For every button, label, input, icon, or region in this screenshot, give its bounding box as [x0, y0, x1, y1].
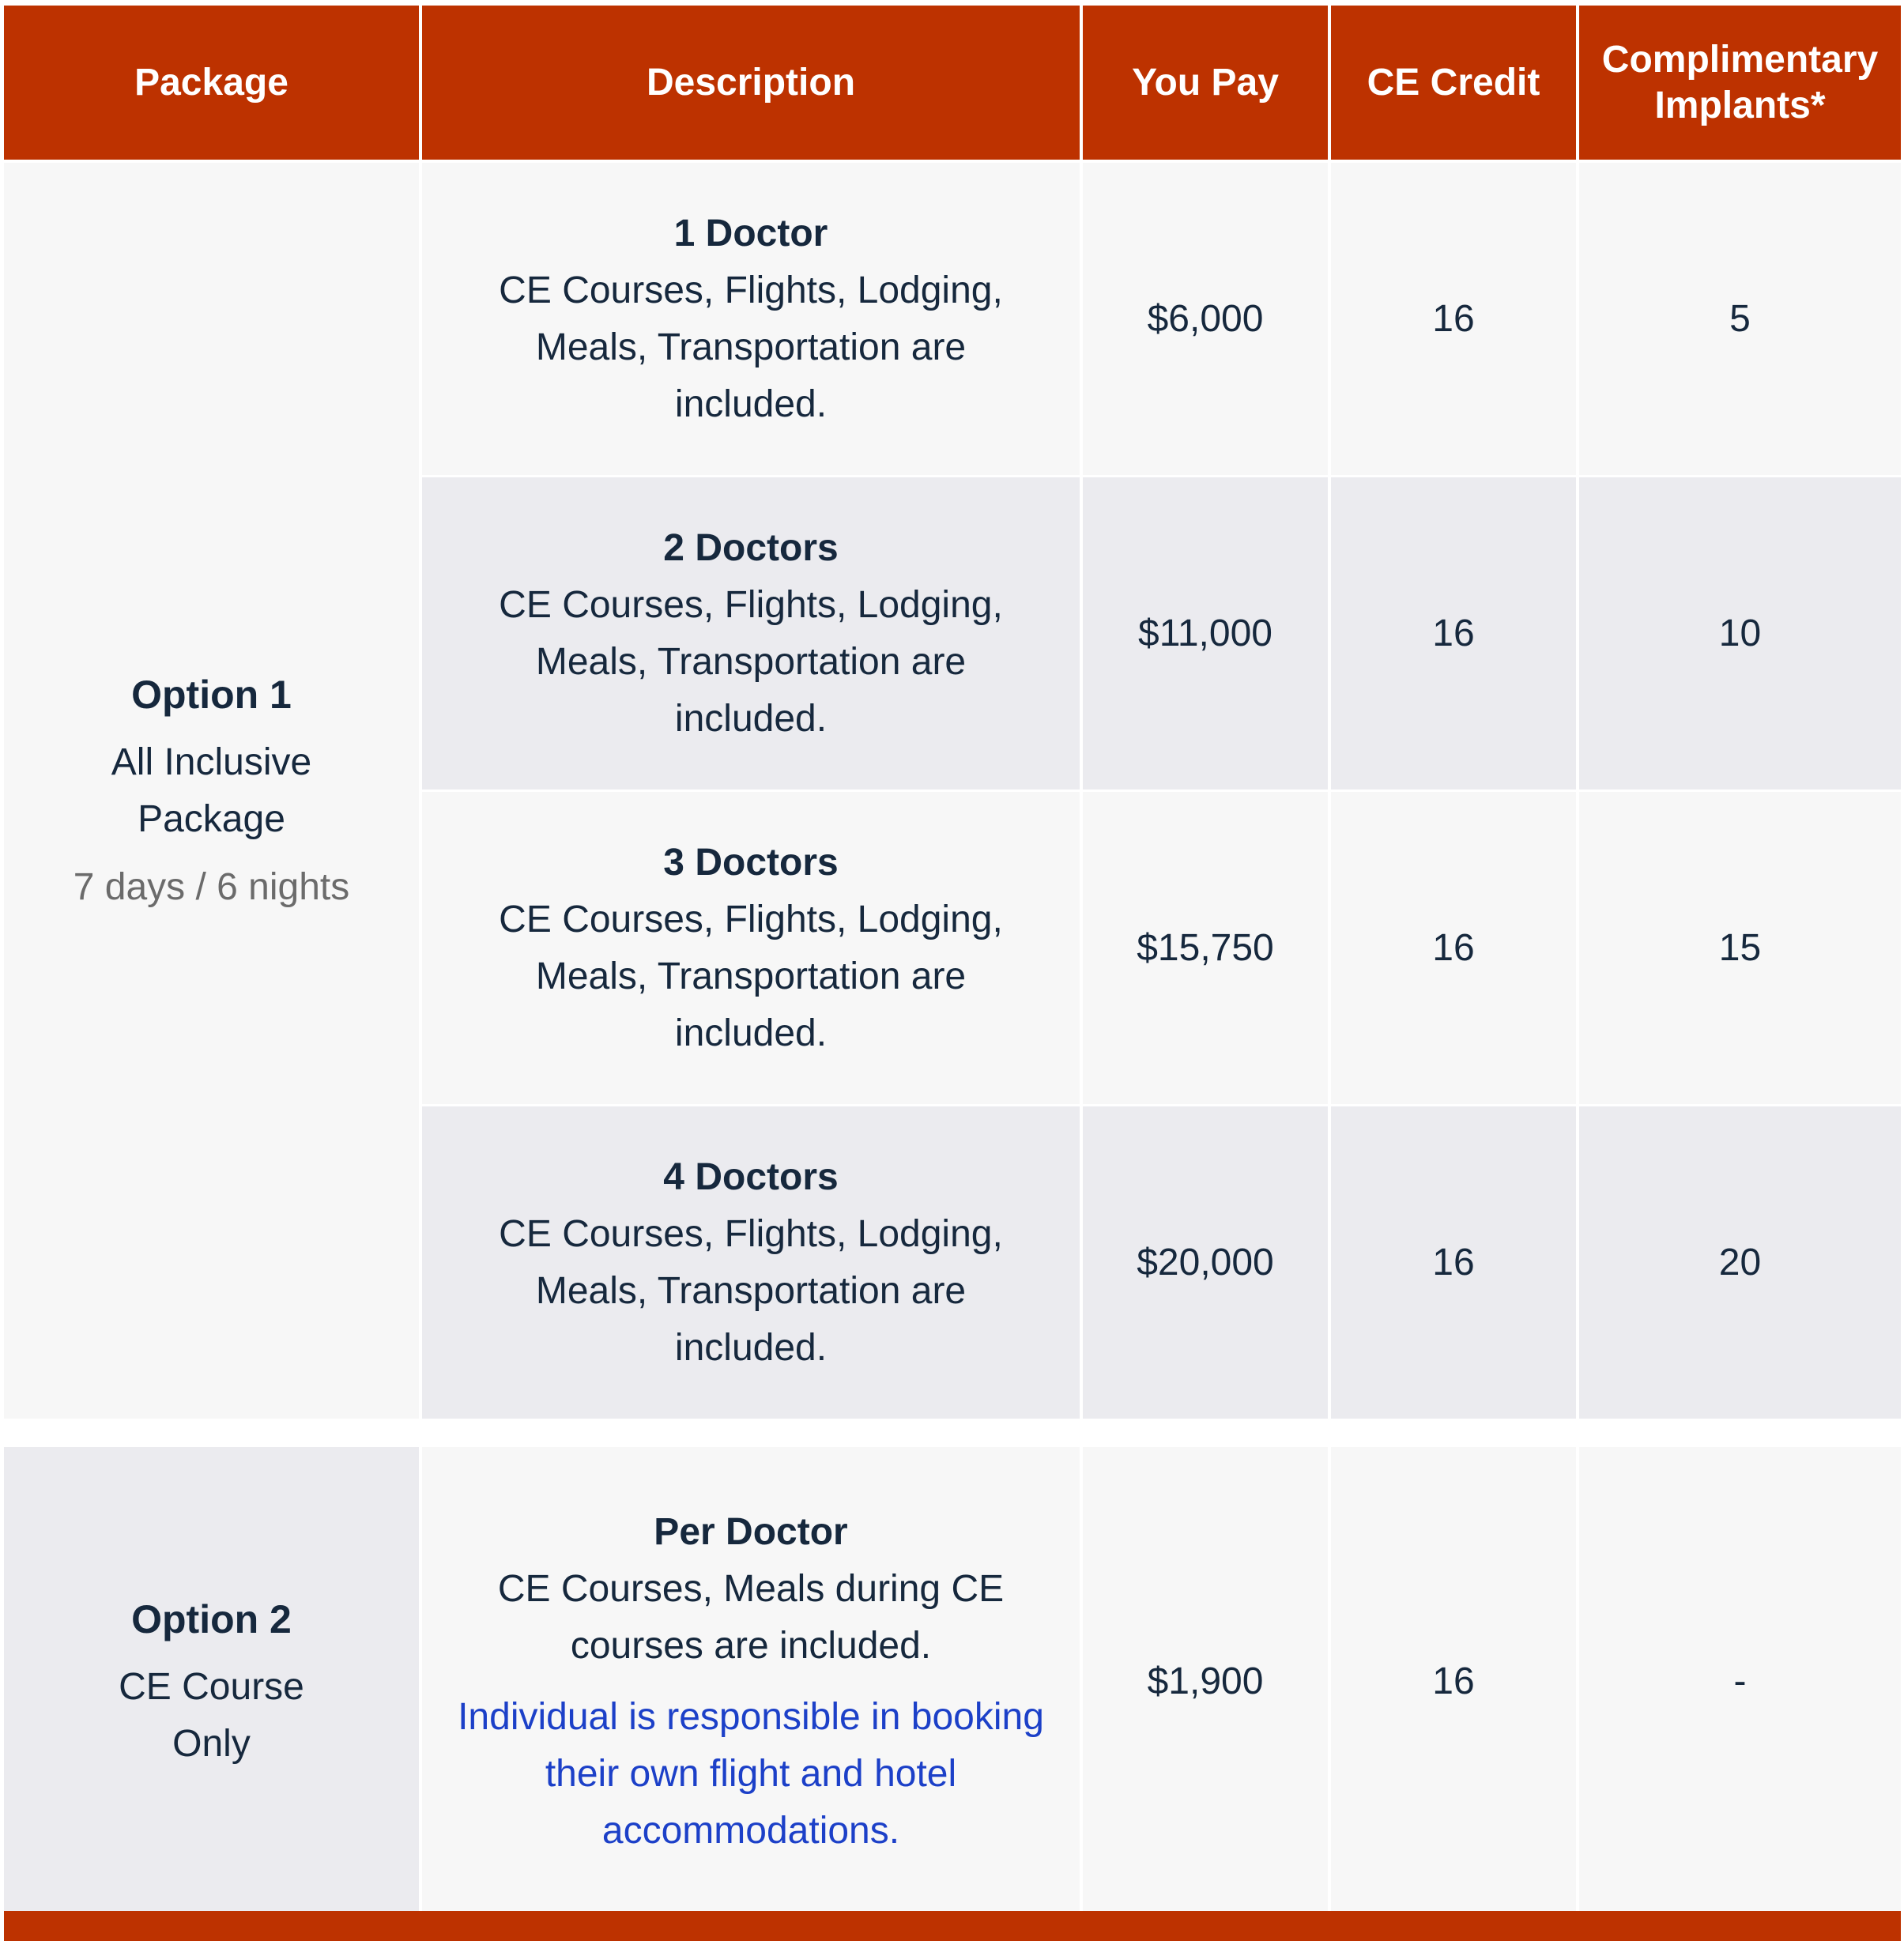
row-description: CE Courses, Flights, Lodging, Meals, Transportation are included.: [499, 269, 1003, 425]
row-title: Per Doctor: [654, 1511, 848, 1553]
price-cell: $6,000: [1083, 163, 1331, 475]
option1-subtitle: All Inclusive Package: [111, 741, 312, 840]
row-title: 2 Doctors: [663, 526, 839, 569]
row-description: CE Courses, Flights, Lodging, Meals, Transportation are included.: [499, 898, 1003, 1054]
option1-rows: [422, 163, 1901, 1419]
implants-cell: 15: [1718, 926, 1762, 969]
header-description: Description: [422, 6, 1083, 160]
description-cell: [422, 792, 1083, 1104]
option1-title: Option 1: [131, 672, 292, 717]
header-implants-line1: Complimentary: [1601, 38, 1879, 81]
description-cell: [422, 1106, 1083, 1419]
row-title: 1 Doctor: [673, 212, 828, 254]
implants-cell: 20: [1718, 1241, 1762, 1283]
option2-subtitle: CE Course Only: [119, 1666, 304, 1765]
price-cell: $15,750: [1083, 792, 1331, 1104]
table-row: [422, 1104, 1901, 1419]
ce-credit-cell: 16: [1331, 477, 1579, 790]
pricing-table: [4, 6, 1901, 1917]
ce-credit-cell: 16: [1331, 1106, 1579, 1419]
ce-credit-cell: 16: [1331, 1447, 1579, 1917]
table-row: [422, 475, 1901, 790]
header-ce-credit: CE Credit: [1331, 6, 1579, 160]
option2-group: [4, 1447, 1901, 1917]
row-title: 3 Doctors: [663, 841, 839, 884]
option1-group: [4, 163, 1901, 1419]
description-cell: [422, 163, 1083, 475]
header-complimentary-implants: [1579, 6, 1901, 160]
implants-cell: -: [1733, 1660, 1747, 1702]
description-cell: [422, 477, 1083, 790]
table-header-row: [4, 6, 1901, 160]
header-package: Package: [4, 6, 422, 160]
implants-cell: 5: [1729, 297, 1751, 340]
header-implants-line2: Implants*: [1654, 84, 1826, 126]
implants-cell: 10: [1718, 612, 1762, 654]
header-you-pay: You Pay: [1083, 6, 1331, 160]
row-description: CE Courses, Meals during CE courses are included.: [497, 1568, 1005, 1667]
row-description: CE Courses, Flights, Lodging, Meals, Transportation are included.: [499, 1212, 1003, 1369]
option2-package-cell: [4, 1447, 422, 1917]
table-footer-bar: [4, 1911, 1901, 1941]
row-description: CE Courses, Flights, Lodging, Meals, Transportation are included.: [499, 583, 1003, 740]
ce-credit-cell: 16: [1331, 163, 1579, 475]
price-cell: $1,900: [1083, 1447, 1331, 1917]
description-cell: [422, 1447, 1083, 1917]
table-row: [422, 163, 1901, 475]
option2-title: Option 2: [131, 1597, 292, 1641]
option1-duration: 7 days / 6 nights: [73, 865, 350, 908]
price-cell: $11,000: [1083, 477, 1331, 790]
table-row: [422, 790, 1901, 1104]
row-title: 4 Doctors: [663, 1155, 839, 1198]
option1-package-cell: [4, 163, 422, 1419]
table-row: [422, 1447, 1901, 1917]
group-divider: [4, 1419, 1901, 1447]
row-note: Individual is responsible in booking their own flight and hotel accommodations.: [458, 1696, 1044, 1852]
option2-rows: [422, 1447, 1901, 1917]
price-cell: $20,000: [1083, 1106, 1331, 1419]
ce-credit-cell: 16: [1331, 792, 1579, 1104]
